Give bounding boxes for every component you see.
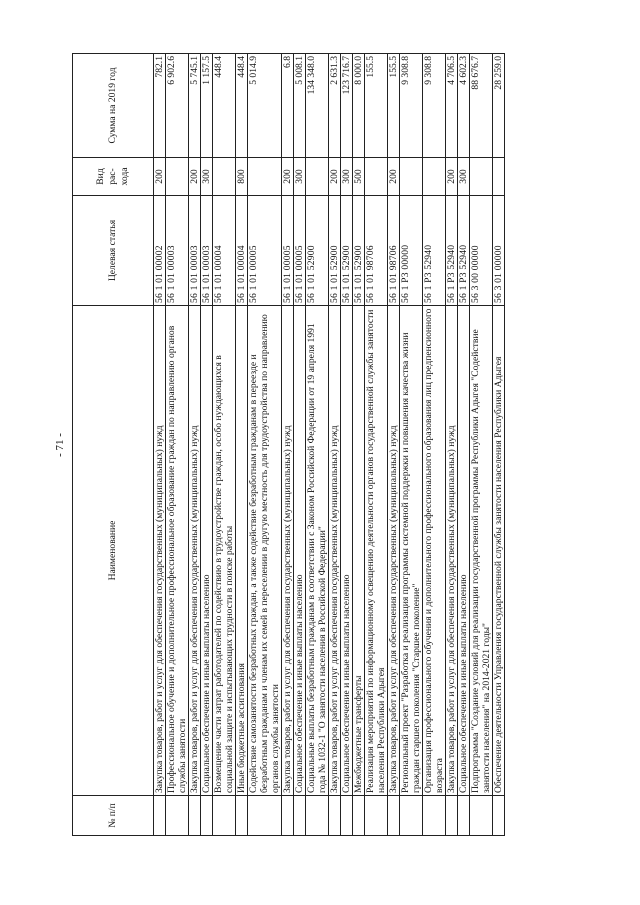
table-row (353, 54, 365, 836)
cell-num (493, 796, 505, 836)
cell-code: 56 1 01 00005 (282, 196, 294, 306)
cell-num (353, 796, 365, 836)
cell-sum: 28 259.0 (493, 54, 505, 158)
cell-name: Реализация мероприятий по информационному освещению деятельности органов государственной службы занятости населения Республики Адыгея (365, 306, 388, 796)
table-row (493, 54, 505, 836)
cell-kind: 300 (294, 158, 306, 196)
cell-sum: 6 902.6 (166, 54, 189, 158)
cell-sum: 123 716.7 (341, 54, 353, 158)
cell-name: Организация профессионального обучения и дополнительного профессионального образования лиц предпенсионного возраста (423, 306, 446, 796)
cell-code: 56 1 01 52900 (329, 196, 341, 306)
table-row (201, 54, 213, 836)
cell-name: Социальное обеспечение и иные выплаты населению (341, 306, 353, 796)
cell-name: Профессиональное обучение и дополнительное профессиональное образование граждан по направлению органов службы занятости (166, 306, 189, 796)
table-row (166, 54, 189, 836)
cell-code: 56 1 P3 00000 (400, 196, 423, 306)
cell-code: 56 1 01 98706 (388, 196, 400, 306)
cell-code: 56 3 00 00000 (470, 196, 493, 306)
cell-sum: 4 706.5 (446, 54, 458, 158)
cell-sum: 1 157.5 (201, 54, 213, 158)
cell-kind: 200 (446, 158, 458, 196)
cell-kind: 200 (388, 158, 400, 196)
table-row (294, 54, 306, 836)
cell-num (446, 796, 458, 836)
cell-code: 56 1 01 00005 (248, 196, 282, 306)
cell-kind: 300 (458, 158, 470, 196)
cell-num (388, 796, 400, 836)
table-row (446, 54, 458, 836)
cell-kind: 300 (201, 158, 213, 196)
cell-name: Социальные выплаты безработным гражданам в соответствии с Законом Российской Федерации от 19 апреля 1991 года № 1032-1 "О занятости населения в Российской Федерации" (306, 306, 329, 796)
cell-name: Содействие самозанятости безработных граждан, а также содействие безработным гражданам в переезде и безработным гражданам и членам их семей в переселении в другую местность для трудоустройства по направлению органов службы занятости (248, 306, 282, 796)
cell-kind (166, 158, 189, 196)
table-body (154, 54, 505, 836)
cell-name: Обеспечение деятельности Управления государственной службы занятости населения Республики Адыгея (493, 306, 505, 796)
cell-sum: 6.8 (282, 54, 294, 158)
table-row (470, 54, 493, 836)
cell-code: 56 3 01 00000 (493, 196, 505, 306)
table-row (365, 54, 388, 836)
cell-code: 56 1 01 00003 (166, 196, 189, 306)
cell-code: 56 1 01 52900 (306, 196, 329, 306)
header-num: № п/п (73, 796, 154, 836)
cell-kind: 200 (282, 158, 294, 196)
table-row (189, 54, 201, 836)
cell-name: Закупка товаров, работ и услуг для обеспечения государственных (муниципальных) нужд (446, 306, 458, 796)
cell-code: 56 1 01 00004 (236, 196, 248, 306)
cell-sum: 88 676.7 (470, 54, 493, 158)
cell-num (294, 796, 306, 836)
cell-code: 56 1 01 00003 (201, 196, 213, 306)
table-row (154, 54, 166, 836)
cell-num (236, 796, 248, 836)
cell-kind: 200 (189, 158, 201, 196)
cell-kind (365, 158, 388, 196)
cell-num (213, 796, 236, 836)
cell-num (154, 796, 166, 836)
table-row (400, 54, 423, 836)
header-sum: Сумма на 2019 год (73, 54, 154, 158)
cell-code: 56 1 01 00003 (189, 196, 201, 306)
cell-kind (423, 158, 446, 196)
table-row (213, 54, 236, 836)
table-row (282, 54, 294, 836)
header-code: Целевая статья (73, 196, 154, 306)
cell-kind (493, 158, 505, 196)
cell-sum: 9 308.8 (423, 54, 446, 158)
cell-code: 56 1 01 00002 (154, 196, 166, 306)
cell-sum: 4 602.3 (458, 54, 470, 158)
cell-kind: 200 (329, 158, 341, 196)
cell-sum: 134 348.0 (306, 54, 329, 158)
page-number: - 71 - (54, 433, 66, 457)
cell-num (365, 796, 388, 836)
cell-num (400, 796, 423, 836)
cell-name: Межбюджетные трансферты (353, 306, 365, 796)
cell-code: 56 1 P3 52940 (458, 196, 470, 306)
cell-name: Социальное обеспечение и иные выплаты населению (294, 306, 306, 796)
cell-kind: 300 (341, 158, 353, 196)
cell-num (329, 796, 341, 836)
cell-sum: 782.1 (154, 54, 166, 158)
cell-sum: 8 000.0 (353, 54, 365, 158)
cell-code: 56 1 01 52900 (341, 196, 353, 306)
cell-sum: 155.5 (365, 54, 388, 158)
cell-kind: 200 (154, 158, 166, 196)
table-row (236, 54, 248, 836)
cell-num (458, 796, 470, 836)
cell-name: Иные бюджетные ассигнования (236, 306, 248, 796)
table-row (388, 54, 400, 836)
cell-kind (400, 158, 423, 196)
cell-kind (470, 158, 493, 196)
cell-name: Региональный проект "Разработка и реализация программы системной поддержки и повышения качества жизни граждан старшего поколения "Старшее поколение" (400, 306, 423, 796)
table-row (248, 54, 282, 836)
table-header-row (73, 54, 154, 836)
cell-num (470, 796, 493, 836)
cell-sum: 2 631.3 (329, 54, 341, 158)
cell-name: Подпрограмма "Создание условий для реализации государственной программы Республики Адыгея "Содействие занятости населения" на 2014-2021 годы" (470, 306, 493, 796)
cell-name: Закупка товаров, работ и услуг для обеспечения государственных (муниципальных) нужд (388, 306, 400, 796)
budget-table (72, 53, 505, 836)
cell-num (189, 796, 201, 836)
cell-num (248, 796, 282, 836)
cell-code: 56 1 01 00005 (294, 196, 306, 306)
cell-sum: 9 308.8 (400, 54, 423, 158)
table-row (458, 54, 470, 836)
cell-num (341, 796, 353, 836)
cell-kind: 800 (236, 158, 248, 196)
rotated-content (48, 40, 593, 850)
cell-code: 56 1 01 00004 (213, 196, 236, 306)
cell-kind (248, 158, 282, 196)
cell-kind (213, 158, 236, 196)
cell-sum: 155.5 (388, 54, 400, 158)
cell-sum: 448.4 (236, 54, 248, 158)
cell-code: 56 1 01 98706 (365, 196, 388, 306)
cell-sum: 5 008.1 (294, 54, 306, 158)
header-name: Наименование (73, 306, 154, 796)
cell-name: Возмещение части затрат работодателей по содействию в трудоустройстве граждан, особо нуждающихся в социальной защите и испытывающих трудности в поиске работы (213, 306, 236, 796)
cell-name: Закупка товаров, работ и услуг для обеспечения государственных (муниципальных) нужд (282, 306, 294, 796)
cell-name: Социальное обеспечение и иные выплаты населению (458, 306, 470, 796)
cell-num (201, 796, 213, 836)
cell-code: 56 1 P3 52940 (423, 196, 446, 306)
cell-code: 56 1 P3 52940 (446, 196, 458, 306)
cell-num (282, 796, 294, 836)
cell-sum: 5 014.9 (248, 54, 282, 158)
table-row (329, 54, 341, 836)
table-row (423, 54, 446, 836)
cell-name: Социальное обеспечение и иные выплаты населению (201, 306, 213, 796)
table-row (306, 54, 329, 836)
cell-name: Закупка товаров, работ и услуг для обеспечения государственных (муниципальных) нужд (189, 306, 201, 796)
cell-num (423, 796, 446, 836)
cell-name: Закупка товаров, работ и услуг для обеспечения государственных (муниципальных) нужд (329, 306, 341, 796)
cell-name: Закупка товаров, работ и услуг для обеспечения государственных (муниципальных) нужд (154, 306, 166, 796)
cell-num (306, 796, 329, 836)
cell-num (166, 796, 189, 836)
cell-kind: 500 (353, 158, 365, 196)
header-kind: Вид рас-хода (73, 158, 154, 196)
table-row (341, 54, 353, 836)
cell-code: 56 1 01 52900 (353, 196, 365, 306)
cell-kind (306, 158, 329, 196)
cell-sum: 448.4 (213, 54, 236, 158)
cell-sum: 5 745.1 (189, 54, 201, 158)
